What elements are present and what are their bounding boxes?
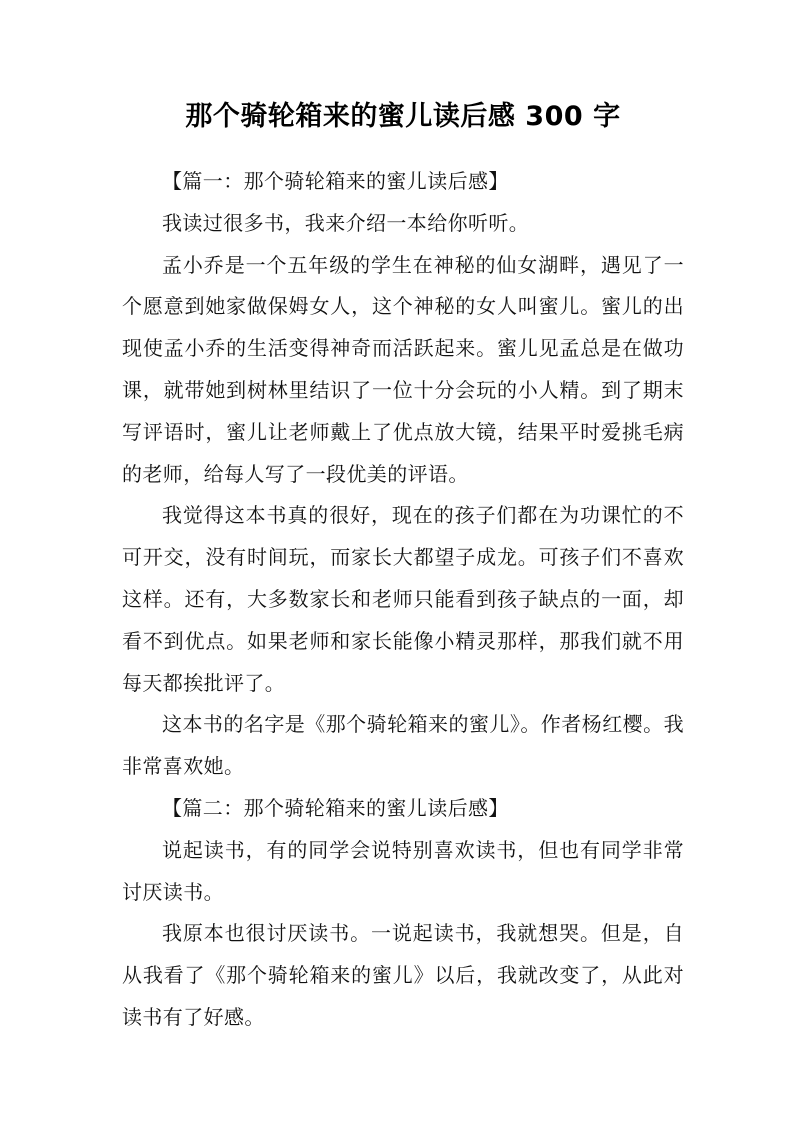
section-heading-2: 【篇二：那个骑轮箱来的蜜儿读后感】	[162, 795, 509, 820]
paragraph-5: 说起读书，有的同学会说特别喜欢读书，但也有同学非常讨厌读书。	[122, 837, 684, 904]
paragraph-4: 这本书的名字是《那个骑轮箱来的蜜儿》。作者杨红樱。我非常喜欢她。	[122, 712, 684, 779]
section-heading-1: 【篇一：那个骑轮箱来的蜜儿读后感】	[162, 169, 509, 193]
paragraph-6: 我原本也很讨厌读书。一说起读书，我就想哭。但是，自从我看了《那个骑轮箱来的蜜儿》以后，我就改变了，从此对读书有了好感。	[122, 921, 684, 1029]
paragraph-2: 孟小乔是一个五年级的学生在神秘的仙女湖畔，遇见了一个愿意到她家做保姆女人，这个神秘的女人叫蜜儿。蜜儿的出现使孟小乔的生活变得神奇而活跃起来。蜜儿见孟总是在做功课，就带她到树林里结识了一位十分会玩的小人精。到了期末写评语时，蜜儿让老师戴上了优点放大镜，结果平时爱挑毛病的老师，给每人写了一段优美的评语。	[122, 252, 684, 486]
document-page	[122, 95, 684, 1039]
paragraph-3: 我觉得这本书真的很好，现在的孩子们都在为功课忙的不可开交，没有时间玩，而家长大都望子成龙。可孩子们不喜欢这样。还有，大多数家长和老师只能看到孩子缺点的一面，却看不到优点。如果老师和家长能像小精灵那样，那我们就不用每天都挨批评了。	[122, 503, 684, 695]
document-title: 那个骑轮箱来的蜜儿读后感 300 字	[185, 101, 621, 132]
paragraph-1: 我读过很多书，我来介绍一本给你听听。	[162, 210, 530, 235]
